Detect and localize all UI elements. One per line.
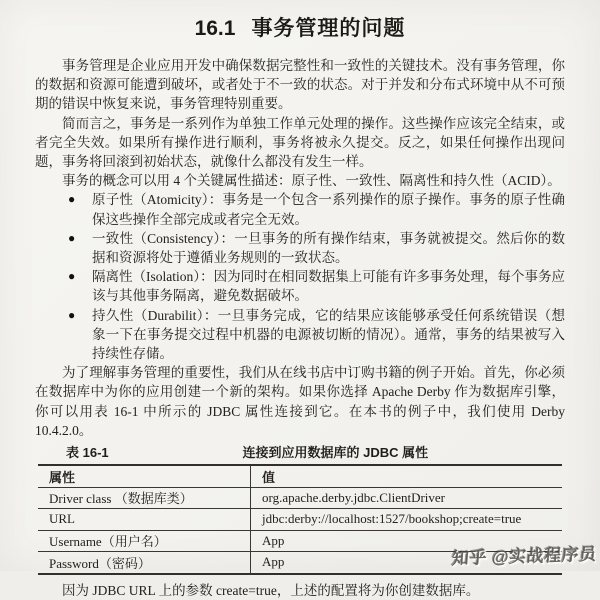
paragraph-intro: 事务管理是企业应用开发中确保数据完整性和一致性的关键技术。没有事务管理，你的数据和资源可能遭到破坏，或者处于不一致的状态。对于并发和分布式环境中从不可预期的错误中恢复来说，事务管理特别重要。	[35, 58, 565, 112]
page-title	[0, 0, 600, 42]
table-row-username	[38, 530, 562, 552]
paragraph-acid-intro: 事务的概念可以用 4 个关键属性描述：原子性、一致性、隔离性和持久性（ACID）。	[62, 173, 561, 189]
cell-value: org.apache.derby.jdbc.ClientDriver	[251, 487, 563, 509]
table-row-url	[38, 509, 562, 531]
cell-property: Password（密码）	[38, 552, 251, 574]
bullet-icon: ●	[68, 269, 76, 284]
section-number: 16.1	[194, 17, 236, 40]
cell-value: jdbc:derby://localhost:1527/bookshop;create=true	[251, 509, 563, 531]
table-row-password	[38, 552, 562, 574]
list-item-durability	[66, 306, 565, 364]
zhihu-watermark: 知乎 @实战程序员	[451, 544, 598, 569]
bullet-icon: ●	[68, 307, 76, 322]
section-title: 事务管理的问题	[251, 17, 406, 40]
paragraph-example: 为了理解事务管理的重要性，我们从在线书店中订购书籍的例子开始。首先，你必须在数据库中为你的应用创建一个新的架构。如果你选择 Apache Derby 作为数据库引擎，你可以用表 16-1 中所示的 JDBC 属性连接到它。在本书的例子中，我们使用 Derby 10.4.2.0。	[35, 365, 565, 438]
bullet-text: 隔离性（Isolation）：因为同时在相同数据集上可能有许多事务处理，每个事务应该与其他事务隔离，避免数据破坏。	[92, 269, 565, 304]
jdbc-properties-table	[38, 464, 562, 575]
table-label: 表 16-1	[66, 445, 109, 461]
body-text	[35, 56, 565, 440]
bullet-text: 原子性（Atomicity）：事务是一个包含一系列操作的原子操作。事务的原子性确保这些操作全部完成或者完全无效。	[92, 192, 565, 227]
acid-bullet-list	[35, 190, 565, 363]
column-header-value: 值	[251, 465, 563, 487]
bullet-icon: ●	[68, 192, 76, 207]
cell-property: Username（用户名）	[38, 530, 251, 552]
paragraph-closing: 因为 JDBC URL 上的参数 create=true，上述的配置将为你创建数据库。	[62, 582, 480, 598]
table-caption-row	[38, 444, 562, 461]
cell-property: URL	[38, 509, 251, 531]
jdbc-properties-table-block	[38, 444, 562, 575]
table-caption: 连接到应用数据库的 JDBC 属性	[242, 445, 429, 461]
cell-property: Driver class （数据库类）	[38, 487, 251, 509]
table-header-row	[38, 465, 562, 487]
list-item-consistency	[66, 229, 565, 267]
closing-text	[35, 581, 565, 600]
column-header-property: 属性	[38, 465, 251, 487]
cell-value: App	[251, 530, 563, 552]
list-item-isolation	[66, 267, 565, 305]
bullet-text: 持久性（Durabilit）：一旦事务完成，它的结果应该能够承受任何系统错误（想象一下在事务提交过程中机器的电源被切断的情况）。通常，事务的结果被写入持续性存储。	[92, 307, 565, 362]
bullet-icon: ●	[68, 230, 76, 245]
table-row-driver-class	[38, 487, 562, 509]
bullet-text: 一致性（Consistency）：一旦事务的所有操作结束，事务就被提交。然后你的数据和资源将处于遵循业务规则的一致状态。	[92, 230, 565, 266]
paragraph-definition: 简而言之，事务是一系列作为单独工作单元处理的操作。这些操作应该完全结束，或者完全失效。如果所有操作进行顺利，事务将被永久提交。反之，如果任何操作出现问题，事务将回滚到初始状态，就像什么都没有发生一样。	[35, 115, 565, 170]
list-item-atomicity	[66, 190, 565, 228]
cell-value: App	[262, 554, 285, 570]
